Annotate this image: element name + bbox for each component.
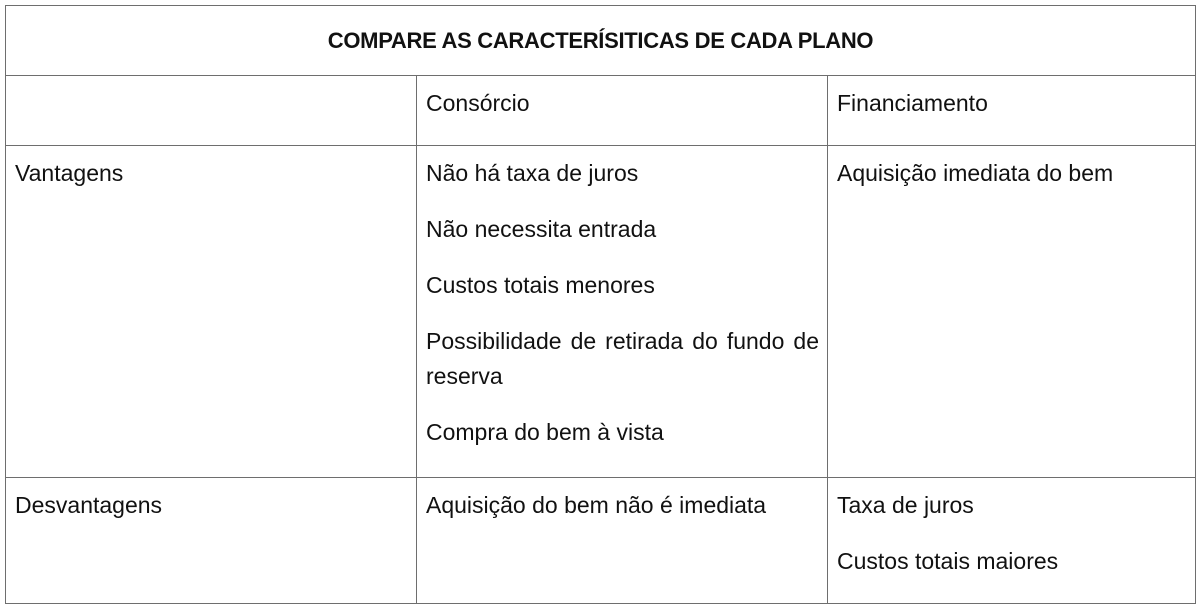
- row-label-vantagens: Vantagens: [15, 160, 124, 186]
- header-financiamento-cell: [828, 76, 1196, 146]
- list-item: Taxa de juros: [837, 492, 974, 518]
- list-item: Custos totais maiores: [837, 548, 1059, 574]
- table-row: [6, 478, 1196, 604]
- header-financiamento: Financiamento: [837, 90, 988, 116]
- header-consorcio: Consórcio: [426, 90, 530, 116]
- row-label-cell: [6, 478, 417, 604]
- desvantagens-consorcio-cell: [417, 478, 828, 604]
- desvantagens-financiamento-cell: [828, 478, 1196, 604]
- list-item: Aquisição do bem não é imediata: [426, 492, 767, 518]
- row-label-cell: [6, 146, 417, 478]
- list-item: Aquisição imediata do bem: [837, 160, 1114, 186]
- row-label-desvantagens: Desvantagens: [15, 492, 163, 518]
- list-item: Não necessita entrada: [426, 216, 657, 242]
- table-header-row: [6, 76, 1196, 146]
- list-item: Possibilidade de retirada do fundo de reserva: [426, 328, 819, 389]
- list-item: Compra do bem à vista: [426, 419, 664, 445]
- vantagens-consorcio-cell: [417, 146, 828, 478]
- table-title: COMPARE AS CARACTERÍSITICAS DE CADA PLANO: [6, 6, 1196, 76]
- vantagens-financiamento-cell: [828, 146, 1196, 478]
- table-row: [6, 146, 1196, 478]
- comparison-table: [5, 5, 1196, 604]
- header-cell-text: [6, 76, 416, 86]
- list-item: Custos totais menores: [426, 272, 655, 298]
- table-title-row: [6, 6, 1196, 76]
- header-empty-cell: [6, 76, 417, 146]
- list-item: Não há taxa de juros: [426, 160, 639, 186]
- header-consorcio-cell: [417, 76, 828, 146]
